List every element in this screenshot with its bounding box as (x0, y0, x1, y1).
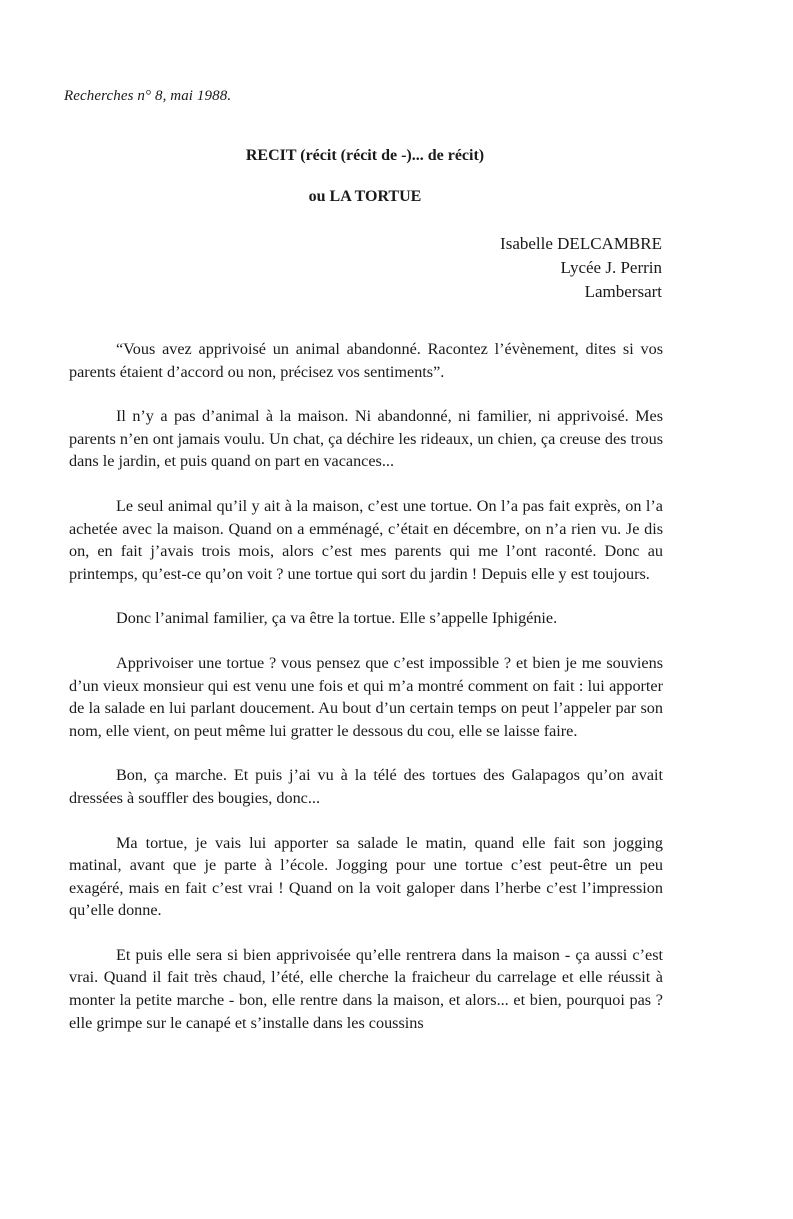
journal-citation: Recherches n° 8, mai 1988. (64, 88, 232, 104)
paragraph: “Vous avez apprivoisé un animal abandonné. Racontez l’évènement, dites si vos parents étaient d’accord ou non, précisez vos sentiments”. (69, 340, 663, 381)
author-name: Isabelle DELCAMBRE (500, 234, 662, 253)
paragraph: Donc l’animal familier, ça va être la tortue. Elle s’appelle Iphigénie. (116, 609, 558, 628)
paragraph: Apprivoiser une tortue ? vous pensez que c’est impossible ? et bien je me souviens d’un vieux monsieur qui est venu une fois et qui m’a montré comment on fait : lui apporter de la salade en lui parlant doucement. Au bout d’un certain temps on peut l’appeler par son nom, elle vient, on peut même lui gratter le dessous du cou, elle se laisse faire. (69, 653, 663, 740)
article-title: RECIT (récit (récit de -)... de récit) (245, 147, 485, 164)
paragraph: Il n’y a pas d’animal à la maison. Ni abandonné, ni familier, ni apprivoisé. Mes parents n’en ont jamais voulu. Un chat, ça déchire les rideaux, un chien, ça creuse des trous dans le jardin, et puis quand on part en vacances... (69, 407, 663, 471)
paragraph: Ma tortue, je vais lui apporter sa salade le matin, quand elle fait son jogging matinal, avant que je parte à l’école. Jogging pour une tortue c’est peut-être un peu exagéré, mais en fait c’est vrai ! Quand on la voit galoper dans l’herbe c’est l’impression qu’elle donne. (69, 833, 663, 920)
author-city: Lambersart (584, 282, 662, 301)
article-subtitle: ou LA TORTUE (308, 188, 422, 205)
paragraph: Le seul animal qu’il y ait à la maison, c’est une tortue. On l’a pas fait exprès, on l’a achetée avec la maison. Quand on a emménagé, c’était en décembre, on n’a rien vu. Je dis on, en fait j’avais trois mois, alors c’est mes parents qui me l’ont raconté. Donc au printemps, qu’est-ce qu’on voit ? une tortue qui sort du jardin ! Depuis elle y est toujours. (69, 496, 663, 583)
paragraph: Et puis elle sera si bien apprivoisée qu’elle rentrera dans la maison - ça aussi c’est vrai. Quand il fait très chaud, l’été, elle cherche la fraicheur du carrelage et elle réussit à monter la petite marche - bon, elle rentre dans la maison, et alors... et bien, pourquoi pas ? elle grimpe sur le canapé et s’installe dans les coussins (69, 945, 663, 1032)
paragraph: Bon, ça marche. Et puis j’ai vu à la télé des tortues des Galapagos qu’on avait dressées à souffler des bougies, donc... (69, 766, 663, 807)
article-body (69, 338, 663, 1056)
author-block (500, 232, 662, 304)
author-institution: Lycée J. Perrin (560, 258, 662, 277)
